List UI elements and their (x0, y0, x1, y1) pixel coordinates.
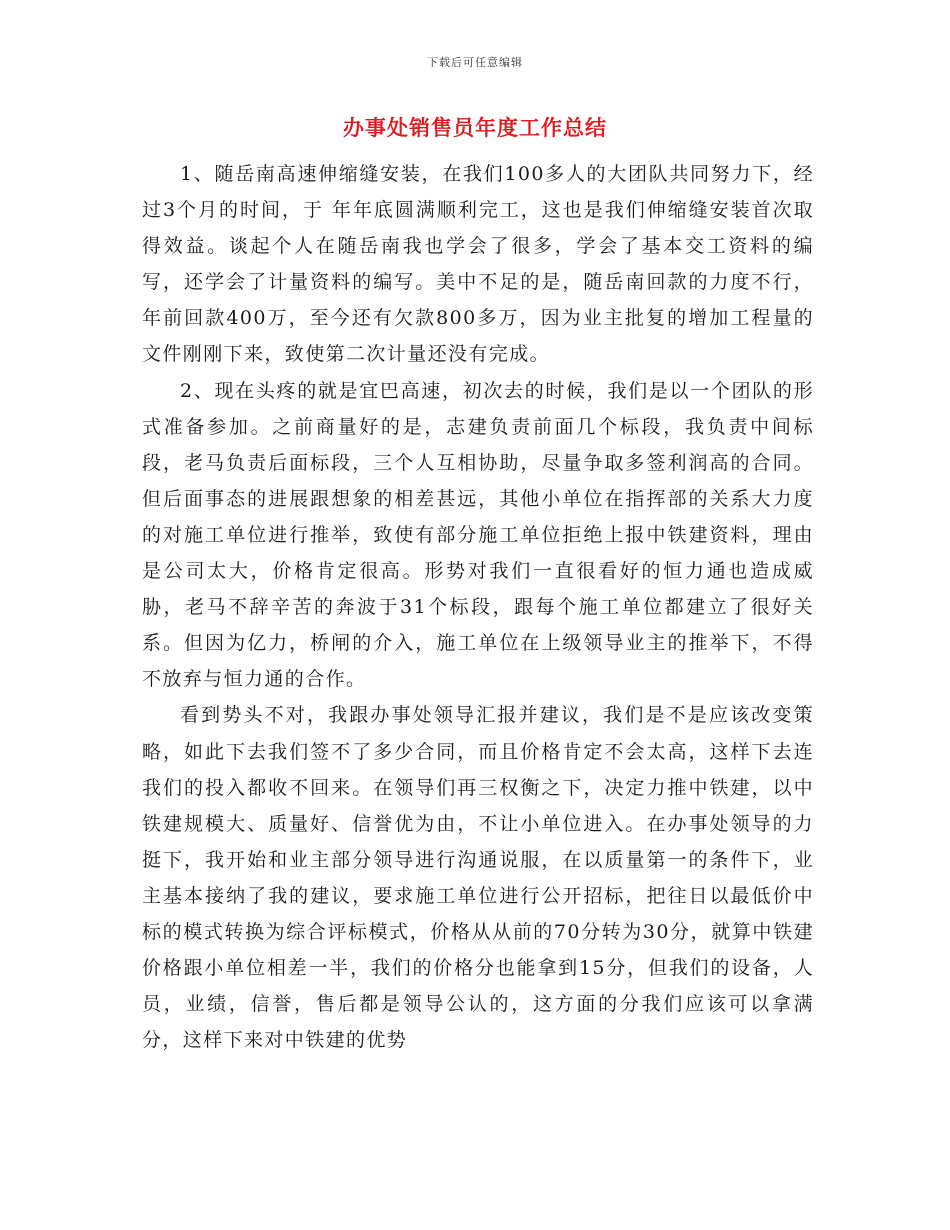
header-note: 下载后可任意编辑 (427, 56, 523, 69)
document-body (142, 156, 814, 1058)
paragraph-2: 2、现在头疼的就是宜巴高速，初次去的时候，我们是以一个团队的形式准备参加。之前商量好的是，志建负责前面几个标段，我负责中间标段，老马负责后面标段，三个人互相协助，尽量争取多签利润高的合同。但后面事态的进展跟想象的相差甚远，其他小单位在指挥部的关系大力度的对施工单位进行推举，致使有部分施工单位拒绝上报中铁建资料，理由是公司太大，价格肯定很高。形势对我们一直很看好的恒力通也造成威胁，老马不辞辛苦的奔波于31个标段，跟每个施工单位都建立了很好关系。但因为亿力，桥闸的介入，施工单位在上级领导业主的推举下，不得不放弃与恒力通的合作。 (142, 379, 814, 691)
document-title: 办事处销售员年度工作总结 (343, 115, 607, 140)
paragraph-1: 1、随岳南高速伸缩缝安装，在我们100多人的大团队共同努力下，经过3个月的时间，于 年年底圆满顺利完工，这也是我们伸缩缝安装首次取得效益。谈起个人在随岳南我也学会了很多，学会了基本交工资料的编写，还学会了计量资料的编写。美中不足的是，随岳南回款的力度不行，年前回款400万，至今还有欠款800多万，因为业主批复的增加工程量的文件刚刚下来，致使第二次计量还没有完成。 (142, 163, 814, 366)
paragraph-3: 看到势头不对，我跟办事处领导汇报并建议，我们是不是应该改变策略，如此下去我们签不了多少合同，而且价格肯定不会太高，这样下去连我们的投入都收不回来。在领导们再三权衡之下，决定力推中铁建，以中铁建规模大、质量好、信誉优为由，不让小单位进入。在办事处领导的力挺下，我开始和业主部分领导进行沟通说服，在以质量第一的条件下，业主基本接纳了我的建议，要求施工单位进行公开招标，把往日以最低价中标的模式转换为综合评标模式，价格从从前的70分转为30分，就算中铁建价格跟小单位相差一半，我们的价格分也能拿到15分，但我们的设备，人员，业绩，信誉，售后都是领导公认的，这方面的分我们应该可以拿满分，这样下来对中铁建的优势 (142, 704, 814, 1052)
